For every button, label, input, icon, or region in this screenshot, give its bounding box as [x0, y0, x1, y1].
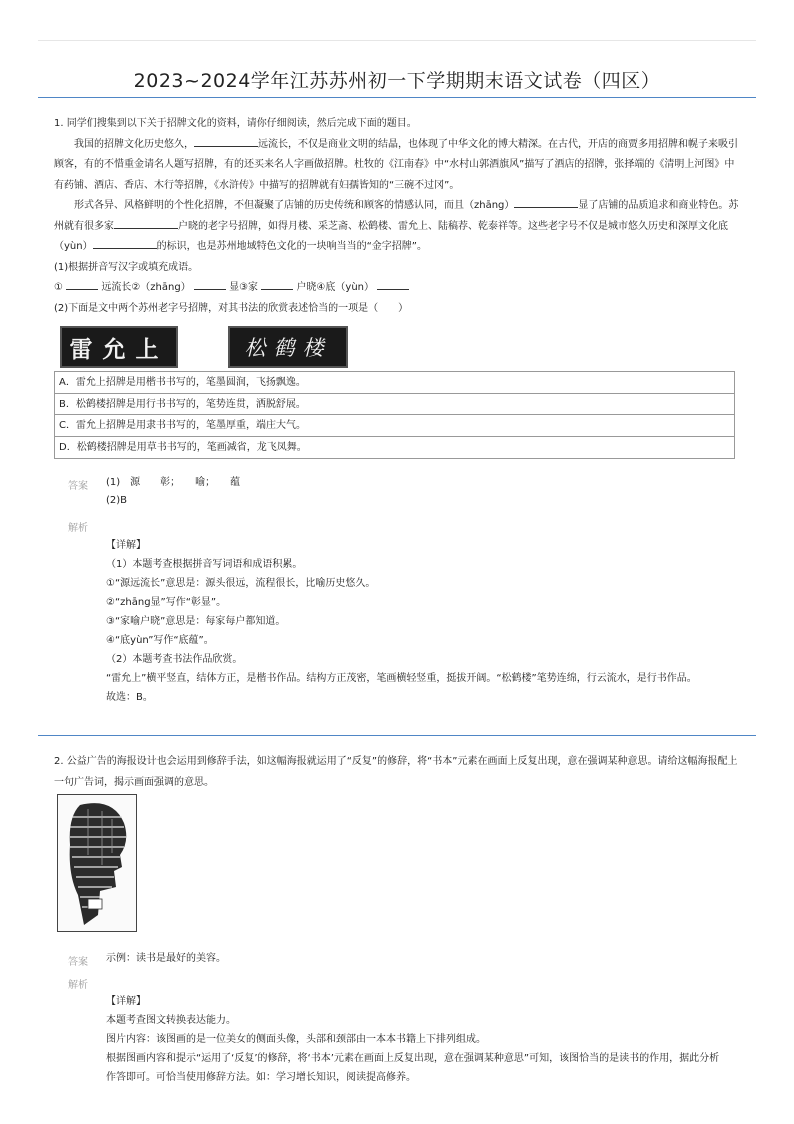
fill-blank-3[interactable] — [261, 278, 293, 290]
question-2 — [54, 752, 740, 793]
question-2-stem: 2. 公益广告的海报设计也会运用到修辞手法，如这幅海报就运用了“反复”的修辞，将“书本”元素在画面上反复出现，意在强调某种意思。请给这幅海报配上一句广告词，揭示画面强调的意思。 — [54, 756, 738, 788]
fill-line: ① 远流长②（zhāng） 显③家 户晓④底（yùn） — [54, 278, 740, 299]
answer-1: (1) 源 彰； 喻； 蕴 (2)B — [106, 477, 241, 506]
poster-illustration — [58, 795, 137, 932]
option-d[interactable]: D．松鹤楼招牌是用草书书写的，笔画减省，龙飞凤舞。 — [59, 441, 307, 453]
sub-question-2: (2)下面是文中两个苏州老字号招牌，对其书法的欣赏表述恰当的一项是（ ） — [54, 302, 409, 314]
title-divider — [38, 97, 756, 98]
analysis-2: 【详解】 本题考查图文转换表达能力。 图片内容：该图画的是一位美女的侧面头像，头部和颈部由一本本书籍上下排列组成。 根据图画内容和提示“运用了‘反复’的修辞，将‘书本’元素在画面上反复出现，意在强调某种意思”可知，该图恰当的是读书的作用，据此分析作答即可。可恰当使用修辞方法。如：学习增长知识，阅读提高修养。 — [106, 996, 720, 1083]
passage-paragraph-2: 形式各异、风格鲜明的个性化招牌，不但凝聚了店铺的历史传统和顾客的情感认同，而且（zhāng） 显了店铺的品质追求和商业特色。苏州就有很多家 户晓的老字号招牌，如得月楼、采芝斋、松鹤楼、雷允上、陆稿荐、乾泰祥等。这些老字号不仅是城市悠久历史和深厚文化底（yùn） 的标识，也是苏州地域特色文化的一块响当当的“金字招牌”。 — [54, 196, 740, 258]
answer-label-2: 答案 — [68, 957, 88, 968]
signboard-leiyunshang: 雷允上 — [60, 326, 178, 368]
passage-paragraph-1: 我国的招牌文化历史悠久， 远流长，不仅是商业文明的结晶，也体现了中华文化的博大精深。在古代，开店的商贾多用招牌和幌子来吸引顾客，有的不惜重金请名人题写招牌，有的还买来名人字画做招牌。杜牧的《江南春》中“水村山郭酒旗风”描写了酒店的招牌，张择端的《清明上河图》中有药铺、酒店、香店、木行等招牌，《水浒传》中描写的招牌就有妇孺皆知的“三碗不过冈”。 — [54, 135, 740, 197]
analysis-label-1: 解析 — [68, 523, 88, 534]
header-rule — [38, 40, 756, 41]
analysis-label-2: 解析 — [68, 980, 88, 991]
poster-image — [57, 794, 137, 932]
question-1-stem: 1. 同学们搜集到以下关于招牌文化的资料，请你仔细阅读，然后完成下面的题目。 — [54, 118, 417, 129]
option-b[interactable]: B．松鹤楼招牌是用行书书写的，笔势连贯，洒脱舒展。 — [55, 394, 734, 416]
option-c[interactable]: C．雷允上招牌是用隶书书写的，笔墨厚重，端庄大气。 — [55, 415, 734, 437]
signboard-songhelou: 松鹤楼 — [228, 326, 348, 368]
blank-4[interactable] — [93, 237, 157, 249]
option-a[interactable]: A．雷允上招牌是用楷书书写的，笔墨圆润，飞扬飘逸。 — [55, 372, 734, 394]
options-table — [54, 371, 735, 459]
signboards — [60, 326, 360, 368]
fill-blank-1[interactable] — [66, 278, 98, 290]
fill-blank-2[interactable] — [194, 278, 226, 290]
fill-blank-4[interactable] — [377, 278, 409, 290]
answer-label-1: 答案 — [68, 481, 88, 492]
page-title: 2023~2024学年江苏苏州初一下学期期末语文试卷（四区） — [133, 70, 661, 92]
question-divider — [38, 735, 756, 736]
question-1 — [54, 114, 740, 319]
blank-3[interactable] — [114, 217, 178, 229]
analysis-1: 【详解】 （1）本题考查根据拼音写词语和成语积累。 ①“源远流长”意思是：源头很远，流程很长，比喻历史悠久。 ②“zhāng显”写作“彰显”。 ③“家喻户晓”意思是：每家每户都知道。 ④“底yùn”写作“底蕴”。 （2）本题考查书法作品欣赏。 “雷允上”横平竖直，结体方正，是楷书作品。结构方正茂密，笔画横轻竖重，挺拔开阔。“松鹤楼”笔势连绵，行云流水，是行书作品。 故选：B。 — [106, 540, 697, 703]
answer-2: 示例：读书是最好的美容。 — [106, 953, 226, 964]
blank-1[interactable] — [194, 135, 258, 147]
blank-2[interactable] — [514, 196, 578, 208]
sub-question-1: (1)根据拼音写汉字或填充成语。 — [54, 261, 199, 273]
